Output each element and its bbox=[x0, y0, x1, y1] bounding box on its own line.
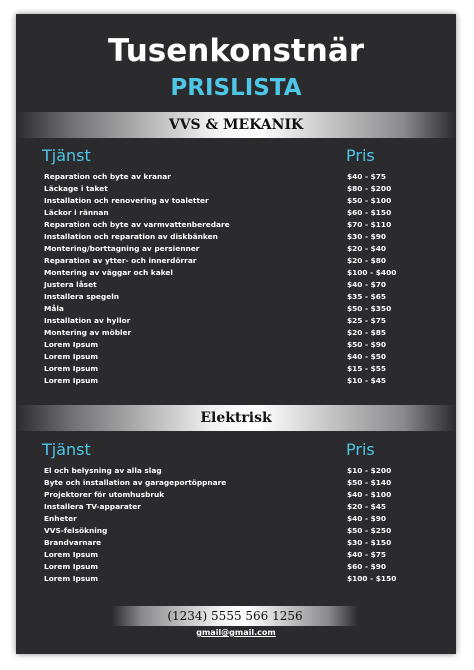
service-name: Reparation och byte av kranar bbox=[44, 172, 171, 181]
service-name: Lorem Ipsum bbox=[44, 562, 99, 571]
service-name: Brandvarnare bbox=[44, 538, 102, 547]
list-item bbox=[44, 561, 424, 573]
service-name: Måla bbox=[44, 304, 64, 313]
list-item bbox=[44, 465, 424, 477]
service-price: $100 - $150 bbox=[347, 574, 397, 583]
list-item bbox=[44, 171, 424, 183]
service-price: $20 - $85 bbox=[347, 328, 387, 337]
section-heading-elektrisk: Elektrisk bbox=[200, 410, 272, 426]
service-price: $10 - $200 bbox=[347, 466, 392, 475]
service-price: $80 - $200 bbox=[347, 184, 392, 193]
list-item bbox=[44, 363, 424, 375]
list-item bbox=[44, 303, 424, 315]
service-price: $50 - $250 bbox=[347, 526, 392, 535]
column-header-price-vvs: Pris bbox=[346, 146, 375, 165]
service-price: $40 - $50 bbox=[347, 352, 387, 361]
list-item bbox=[44, 291, 424, 303]
service-name: Lorem Ipsum bbox=[44, 364, 99, 373]
service-price: $25 - $75 bbox=[347, 316, 387, 325]
list-item bbox=[44, 231, 424, 243]
service-name: VVS-felsökning bbox=[44, 526, 108, 535]
list-item bbox=[44, 255, 424, 267]
service-name: Lorem Ipsum bbox=[44, 352, 99, 361]
list-item bbox=[44, 267, 424, 279]
list-item bbox=[44, 573, 424, 585]
service-name: Lorem Ipsum bbox=[44, 550, 99, 559]
service-price: $60 - $90 bbox=[347, 562, 387, 571]
service-name: Montering/borttagning av persienner bbox=[44, 244, 200, 253]
price-list-vvs bbox=[44, 171, 424, 387]
service-price: $60 - $150 bbox=[347, 208, 392, 217]
service-name: Reparation och byte av varmvattenberedare bbox=[44, 220, 230, 229]
list-item bbox=[44, 537, 424, 549]
list-item bbox=[44, 501, 424, 513]
list-item bbox=[44, 375, 424, 387]
section-band-vvs bbox=[16, 112, 456, 138]
service-price: $20 - $45 bbox=[347, 502, 387, 511]
service-price: $15 - $55 bbox=[347, 364, 387, 373]
list-item bbox=[44, 351, 424, 363]
service-name: Lorem Ipsum bbox=[44, 574, 99, 583]
service-name: Installera spegeln bbox=[44, 292, 120, 301]
service-price: $50 - $140 bbox=[347, 478, 392, 487]
section-band-elektrisk bbox=[16, 405, 456, 431]
list-item bbox=[44, 219, 424, 231]
list-item bbox=[44, 339, 424, 351]
service-name: Lorem Ipsum bbox=[44, 340, 99, 349]
service-name: Installation och reparation av diskbänken bbox=[44, 232, 218, 241]
service-name: Installation och renovering av toaletter bbox=[44, 196, 209, 205]
service-name: Justera låset bbox=[44, 280, 97, 289]
list-item bbox=[44, 195, 424, 207]
list-item bbox=[44, 549, 424, 561]
phone-number: (1234) 5555 566 1256 bbox=[167, 609, 303, 623]
service-price: $40 - $100 bbox=[347, 490, 392, 499]
service-name: Montering av möbler bbox=[44, 328, 132, 337]
service-name: Byte och installation av garageportöppnare bbox=[44, 478, 227, 487]
service-name: Läckage i taket bbox=[44, 184, 108, 193]
service-price: $30 - $90 bbox=[347, 232, 387, 241]
service-name: Installation av hyllor bbox=[44, 316, 131, 325]
service-price: $50 - $100 bbox=[347, 196, 392, 205]
service-price: $30 - $150 bbox=[347, 538, 392, 547]
list-item bbox=[44, 477, 424, 489]
column-header-price-elektrisk: Pris bbox=[346, 440, 375, 459]
column-header-service-vvs: Tjänst bbox=[42, 146, 91, 165]
service-price: $40 - $90 bbox=[347, 514, 387, 523]
section-heading-vvs: VVS & MEKANIK bbox=[168, 117, 304, 133]
service-price: $100 - $400 bbox=[347, 268, 397, 277]
service-price: $20 - $40 bbox=[347, 244, 387, 253]
list-item bbox=[44, 243, 424, 255]
service-price: $40 - $75 bbox=[347, 172, 387, 181]
list-item bbox=[44, 525, 424, 537]
service-name: Läckor i rännan bbox=[44, 208, 109, 217]
service-name: Projektorer för utomhusbruk bbox=[44, 490, 165, 499]
service-name: Enheter bbox=[44, 514, 77, 523]
service-price: $70 - $110 bbox=[347, 220, 392, 229]
phone-band bbox=[112, 606, 358, 626]
service-price: $20 - $80 bbox=[347, 256, 387, 265]
page-subtitle: PRISLISTA bbox=[170, 75, 302, 101]
service-price: $40 - $75 bbox=[347, 550, 387, 559]
list-item bbox=[44, 183, 424, 195]
service-name: Montering av väggar och kakel bbox=[44, 268, 173, 277]
service-name: Installera TV-apparater bbox=[44, 502, 141, 511]
service-name: Lorem Ipsum bbox=[44, 376, 99, 385]
email-link[interactable]: gmail@gmail.com bbox=[196, 628, 276, 637]
list-item bbox=[44, 207, 424, 219]
list-item bbox=[44, 327, 424, 339]
service-price: $40 - $70 bbox=[347, 280, 387, 289]
service-price: $35 - $65 bbox=[347, 292, 387, 301]
service-price: $50 - $350 bbox=[347, 304, 392, 313]
list-item bbox=[44, 279, 424, 291]
list-item bbox=[44, 315, 424, 327]
list-item bbox=[44, 489, 424, 501]
price-list-elektrisk bbox=[44, 465, 424, 585]
price-list-sheet bbox=[16, 14, 456, 654]
service-price: $50 - $90 bbox=[347, 340, 387, 349]
page-title: Tusenkonstnär bbox=[107, 33, 365, 69]
service-price: $10 - $45 bbox=[347, 376, 387, 385]
service-name: El och belysning av alla slag bbox=[44, 466, 162, 475]
list-item bbox=[44, 513, 424, 525]
column-header-service-elektrisk: Tjänst bbox=[42, 440, 91, 459]
service-name: Reparation av ytter- och innerdörrar bbox=[44, 256, 197, 265]
